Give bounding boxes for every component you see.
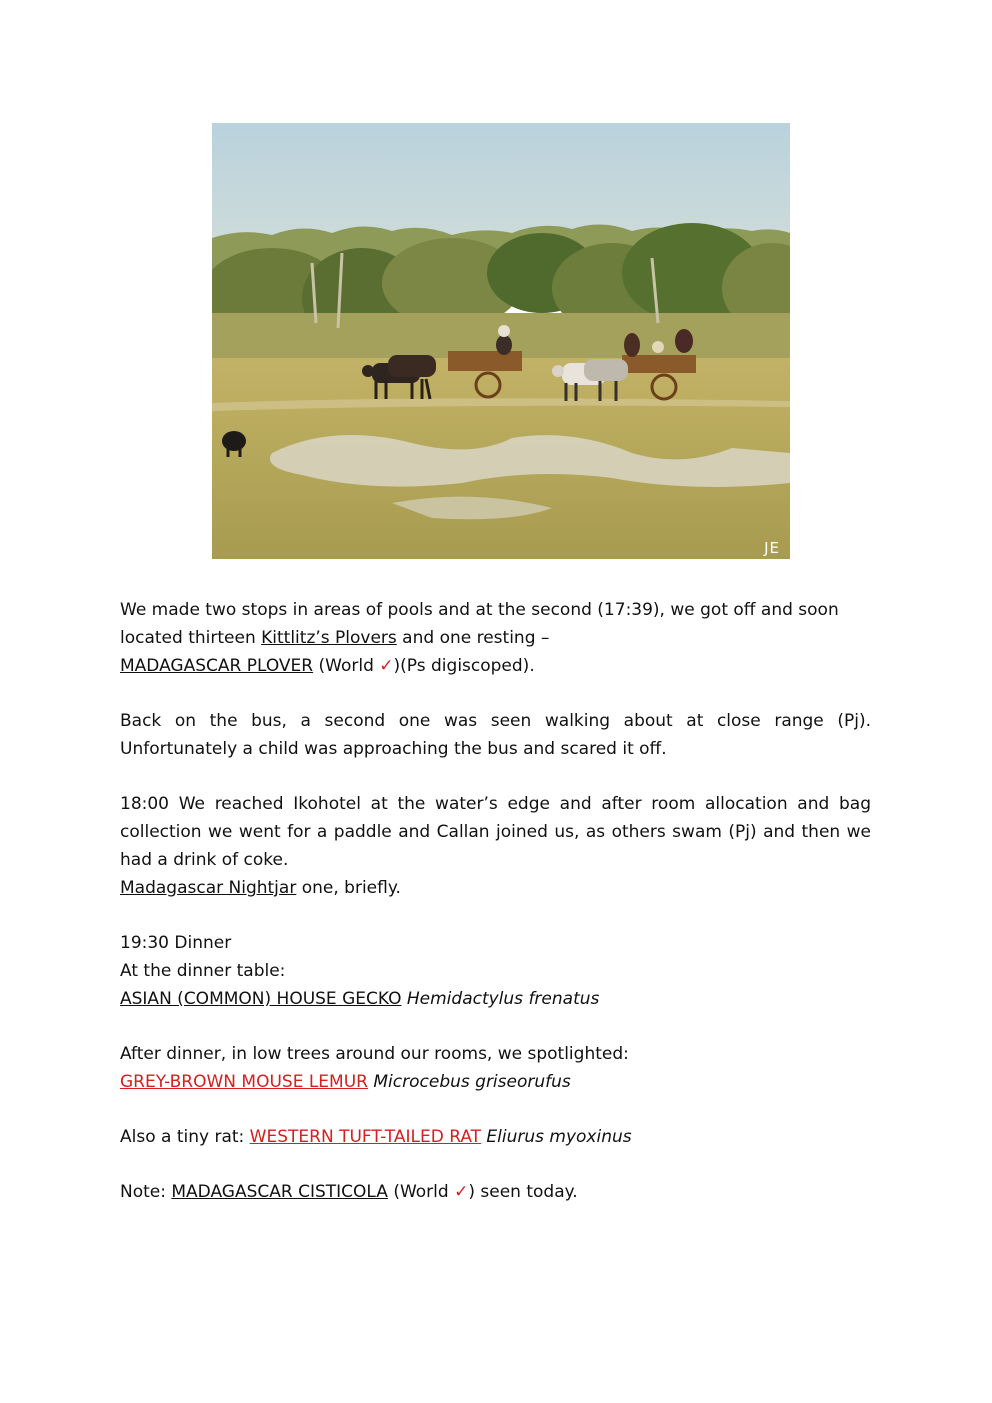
species-madagascar-cisticola: MADAGASCAR CISTICOLA [171,1182,388,1202]
dinner-time: 19:30 Dinner [120,933,232,953]
sci-name-gecko: Hemidactylus frenatus [406,989,600,1009]
spotlight-text: After dinner, in low trees around our rooms, we spotlighted: [120,1044,629,1064]
dinner-table-label: At the dinner table: [120,961,286,981]
plover-end-text: )(Ps digiscoped). [393,656,535,676]
cisticola-end-text: ) seen today. [468,1182,578,1202]
species-kittlitzs-plover: Kittlitz’s Plovers [261,628,397,648]
cisticola-world-text: (World [387,1182,455,1202]
species-western-tuft-tailed-rat: WESTERN TUFT-TAILED RAT [249,1127,482,1147]
plover-world-text: (World [313,656,380,676]
landscape-photo-icon [212,123,790,559]
species-grey-brown-mouse-lemur: GREY-BROWN MOUSE LEMUR [120,1072,368,1092]
paragraph-bus [120,707,871,763]
ox-cart-photo [212,123,790,559]
paragraph-lemur [120,1040,871,1096]
photo-credit: JE [764,539,780,557]
plover-mid-text: and one resting – [396,628,550,648]
rat-prefix: Also a tiny rat: [120,1127,250,1147]
check-icon: ✓ [454,1182,469,1202]
species-madagascar-nightjar: Madagascar Nightjar [120,878,297,898]
species-house-gecko: ASIAN (COMMON) HOUSE GECKO [120,989,402,1009]
paragraph-ikohotel [120,790,871,902]
check-icon: ✓ [379,656,394,676]
species-madagascar-plover: MADAGASCAR PLOVER [120,656,314,676]
bus-text: Back on the bus, a second one was seen walking about at close range (Pj). Unfortunately a child was approaching the bus and scared it off. [120,711,871,759]
paragraph-rat [120,1123,871,1151]
sci-name-lemur: Microcebus griseorufus [373,1072,571,1092]
paragraph-dinner [120,929,871,1013]
paragraph-cisticola [120,1178,871,1206]
paragraph-plovers [120,596,871,680]
nightjar-note: one, briefly. [296,878,401,898]
diary-text [120,596,871,1233]
plover-intro: We made two stops in areas of pools and at the second (17:39), we got off and soon located thirteen [120,600,839,648]
ikohotel-text: 18:00 We reached Ikohotel at the water’s edge and after room allocation and bag collection we went for a paddle and Callan joined us, as others swam (Pj) and then we had a drink of coke. [120,794,871,870]
note-prefix: Note: [120,1182,172,1202]
sci-name-rat: Eliurus myoxinus [486,1127,632,1147]
